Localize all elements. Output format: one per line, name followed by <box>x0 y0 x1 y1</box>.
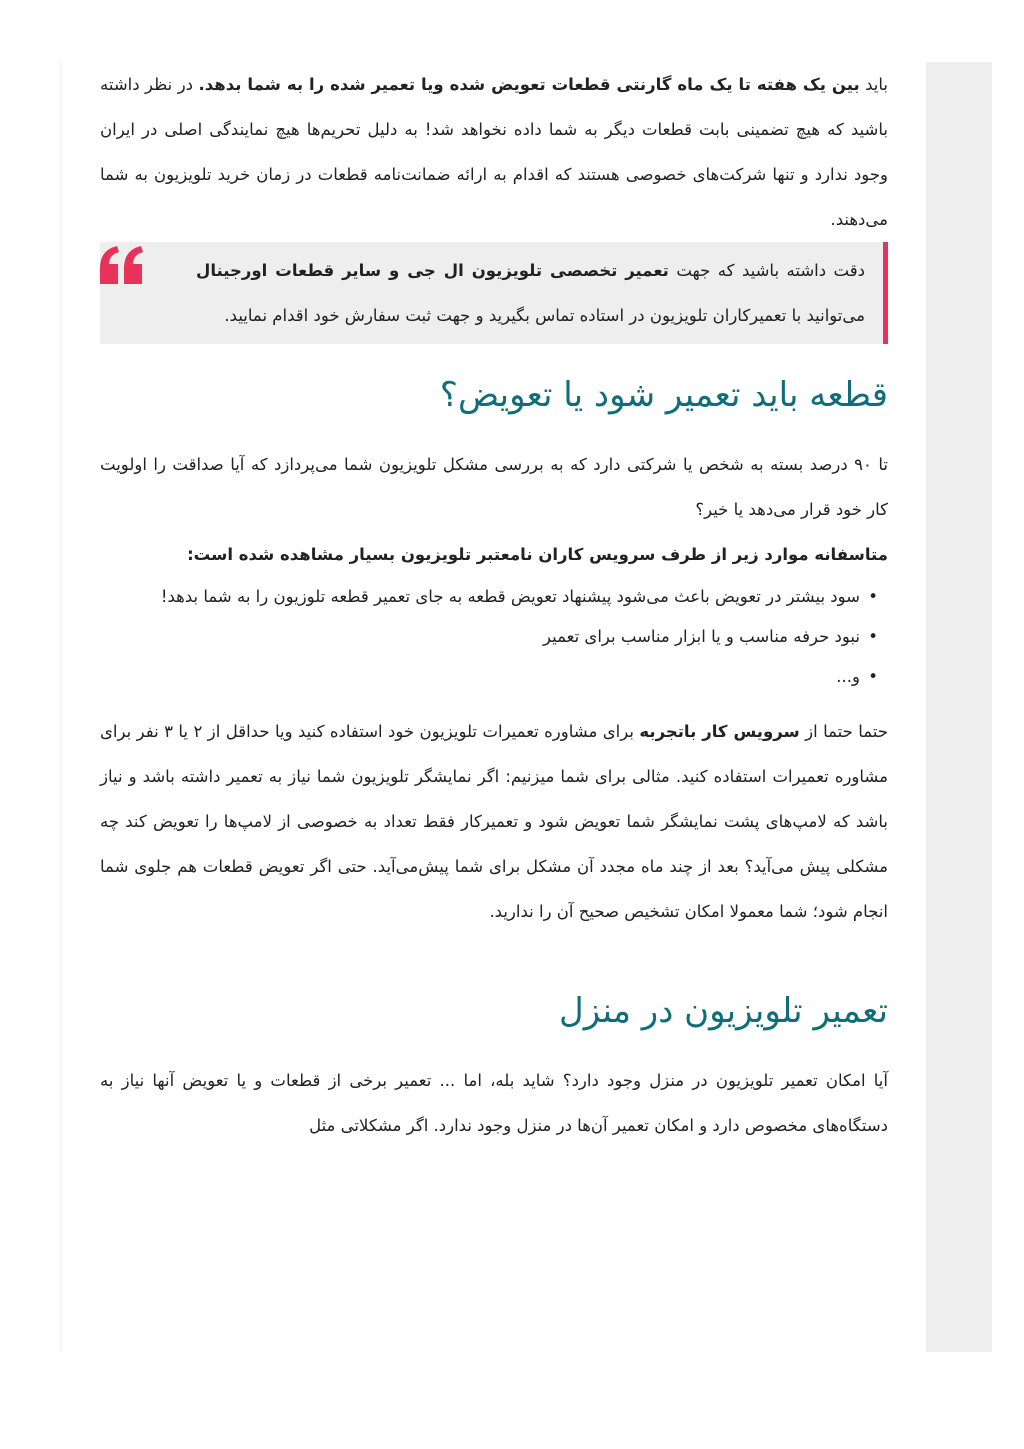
bullet-icon: • <box>868 627 878 646</box>
quote-text-1: دقت داشته باشید که جهت <box>668 261 865 280</box>
list-item <box>100 617 882 657</box>
section1-paragraph-2 <box>100 709 888 934</box>
list-item-text: و... <box>836 667 860 686</box>
quote-bold-link[interactable]: تعمیر تخصصی تلویزیون ال جی و سایر قطعات اورجینال <box>196 261 669 280</box>
section1-strong-line: متاسفانه موارد زیر از طرف سرویس کاران نامعتبر تلویزیون بسیار مشاهده شده است: <box>187 545 888 564</box>
section2-paragraph: آیا امکان تعمیر تلویزیون در منزل وجود دارد؟ شاید بله، اما ... تعمیر برخی از قطعات و یا تعویض آنها نیاز به دستگاه‌های مخصوص دارد و امکان تعمیر آن‌ها در منزل وجود ندارد. اگر مشکلاتی مثل <box>100 1071 888 1135</box>
p2-text-2: برای مشاوره تعمیرات تلویزیون خود استفاده کنید ویا حداقل از ۲ یا ۳ نفر برای مشاوره تعمیرات استفاده کنید. مثالی برای شما میزنیم: اگر نمایشگر تلویزیون شما نیاز به تعمیر داشته باشد و نیاز باشد که لامپ‌های پشت نمایشگر شما تعویض شود و تعمیرکار فقط تعداد به خصوصی از لامپ‌ها را تعویض کند چه مشکلی پیش می‌آید؟ بعد از چند ماه مجدد آن مشکل برای شما پیش‌می‌آید. حتی اگر تعویض قطعات هم جلوی شما انجام شود؛ شما معمولا امکان تشخیص صحیح آن را ندارید. <box>100 722 888 921</box>
list-item-text: نبود حرفه مناسب و یا ابزار مناسب برای تعمیر <box>543 627 860 646</box>
p2-bold-link[interactable]: سرویس کار باتجربه <box>639 722 800 741</box>
blockquote <box>100 242 888 344</box>
section-heading-repair-or-replace: قطعه باید تعمیر شود یا تعویض؟ <box>439 375 888 415</box>
page-edge-shadow <box>60 62 64 1352</box>
intro-text-2: در نظر داشته باشید که هیچ تضمینی بابت قطعات دیگر به شما داده نخواهد شد! به دلیل تحریم‌ها هیچ نمایندگی اصلی در ایران وجود ندارد و تنها شرکت‌های خصوصی هستند که اقدام به ارائه ضمانت‌نامه قطعات در زمان خرید تلویزیون به شما می‌دهند. <box>100 75 888 229</box>
section1-paragraph: تا ۹۰ درصد بسته به شخص یا شرکتی دارد که به بررسی مشکل تلویزیون شما می‌پردازد که آیا صداقت را اولویت کار خود قرار می‌دهد یا خیر؟ <box>100 455 888 519</box>
list-item <box>100 577 882 617</box>
section-heading-home-repair: تعمیر تلویزیون در منزل <box>559 991 888 1031</box>
intro-text-1: باید <box>859 75 888 94</box>
list-item <box>100 657 882 697</box>
bullet-list <box>100 577 888 697</box>
list-item-text: سود بیشتر در تعویض باعث می‌شود پیشنهاد تعویض قطعه به جای تعمیر قطعه تلوزیون را به شما بدهد! <box>160 587 860 606</box>
p2-text-1: حتما حتما از <box>799 722 889 741</box>
quote-mark-icon <box>100 246 144 284</box>
article-content <box>100 62 888 1148</box>
quote-text-2: می‌توانید با تعمیرکاران تلویزیون در استاده تماس بگیرید و جهت ثبت سفارش خود اقدام نمایید. <box>224 306 865 325</box>
quote-text <box>196 248 865 338</box>
bullet-icon: • <box>868 587 878 606</box>
intro-bold-text: بین یک هفته تا یک ماه گارنتی قطعات تعویض شده ویا تعمیر شده را به شما بدهد. <box>198 75 860 94</box>
intro-paragraph <box>100 62 888 242</box>
bullet-icon: • <box>868 667 878 686</box>
sidebar <box>926 62 992 1352</box>
